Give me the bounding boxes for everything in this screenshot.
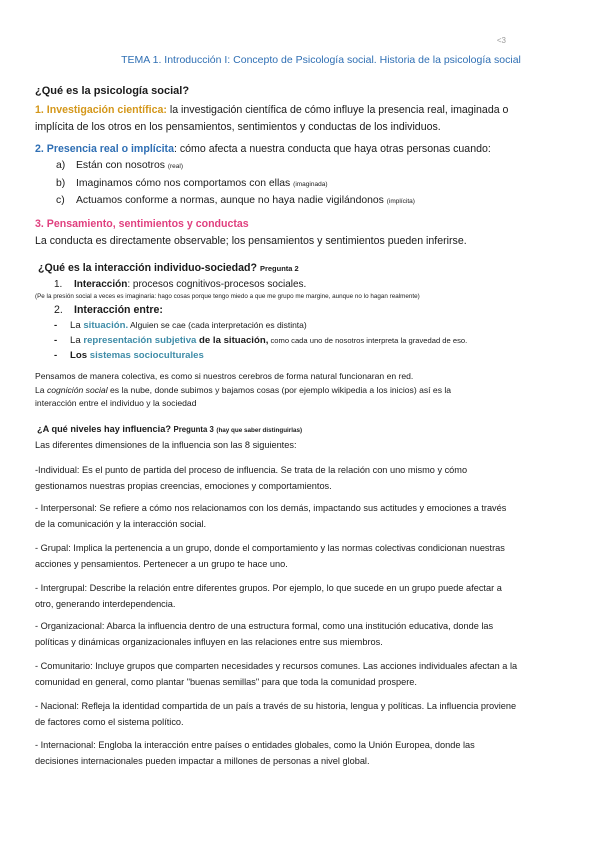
numbered-item-1 — [54, 279, 306, 290]
level-line: gestionamos nuestras propias creencias, emociones y comportamientos. — [35, 481, 332, 491]
sub-text: como cada uno de nosotros interpreta la gravedad de eso. — [268, 336, 468, 345]
list-marker: 2. — [54, 304, 63, 316]
list-marker: a) — [56, 160, 66, 171]
sub-highlight: situación. — [83, 320, 129, 331]
sub-item-situacion — [54, 320, 307, 331]
pressure-note: (Pe la presión social a veces es imaginaria: hago cosas porque tengo miedo a que me grupo me margine, aunque no lo hagan realmente) — [35, 293, 420, 300]
sub-item-sistemas — [54, 350, 204, 361]
levels-intro: Las diferentes dimensiones de la influencia son las 8 siguientes: — [35, 440, 297, 450]
list-note: (implícita) — [386, 198, 415, 205]
heading-interaccion-text: ¿Qué es la interacción individuo-sociedad? — [38, 262, 257, 274]
list-text: : procesos cognitivos-procesos sociales. — [127, 279, 307, 290]
item-1-text-line2: implícita de los otros en los pensamientos, sentimientos y conductas de los individuos. — [35, 121, 441, 133]
level-item — [35, 698, 552, 730]
heading-que-es-psicologia-social: ¿Qué es la psicología social? — [35, 85, 190, 97]
item-1-number: 1. — [35, 104, 47, 116]
sub-text: La — [70, 335, 84, 346]
heading-niveles-text: ¿A qué niveles hay influencia? — [37, 424, 171, 434]
sub-highlight: representación subjetiva — [83, 335, 197, 346]
level-line: de la comunicación y la interacción social. — [35, 519, 207, 529]
numbered-item-2 — [54, 304, 163, 316]
level-item — [35, 580, 552, 612]
item-2 — [35, 141, 552, 158]
item-1-heading: Investigación científica: — [46, 104, 167, 116]
level-line: - Intergrupal: Describe la relación entre diferentes grupos. Por ejemplo, lo que sucede en un grupo puede afectar a — [35, 583, 502, 593]
sub-text: Alguien se cae (cada interpretación es distinta) — [128, 320, 307, 330]
list-marker: 1. — [54, 279, 63, 290]
list-text: Imaginamos cómo nos comportamos con ellas — [76, 178, 294, 189]
level-line: - Organizacional: Abarca la influencia dentro de una estructura formal, como una institución educativa, donde las — [35, 621, 494, 631]
list-marker: c) — [56, 195, 65, 206]
sub-text: La — [70, 320, 84, 331]
list-text: Actuamos conforme a normas, aunque no haya nadie vigilándonos — [76, 195, 387, 206]
question-tag: Pregunta 3 — [173, 425, 214, 434]
dash-marker: - — [54, 350, 58, 361]
level-item — [35, 462, 552, 494]
level-item — [35, 500, 552, 532]
sub-bold: de la situación, — [196, 335, 269, 346]
sub-highlight: sistemas socioculturales — [89, 350, 204, 361]
level-line: - Comunitario: Incluye grupos que comparten necesidades y recursos comunes. Las acciones individuales afectan a la — [35, 661, 518, 671]
dash-marker: - — [54, 335, 58, 346]
level-item — [35, 618, 552, 650]
sub-bold: Los — [70, 350, 90, 361]
heading-niveles — [37, 424, 552, 434]
list-marker: b) — [56, 178, 66, 189]
item-2-text: : cómo afecta a nuestra conducta que haya otras personas cuando: — [173, 143, 491, 155]
level-line: - Internacional: Engloba la interacción entre países o entidades globales, como la Unión Europea, donde las — [35, 740, 475, 750]
para-text: La — [35, 384, 47, 395]
level-item — [35, 737, 552, 769]
level-line: - Nacional: Refleja la identidad compartida de un país a través de su historia, lengua y políticas. La influencia proviene — [35, 701, 517, 711]
paragraph-cognicion — [35, 370, 552, 411]
level-line: - Interpersonal: Se refiere a cómo nos relacionamos con los demás, impactando sus actitudes y emociones a través — [35, 503, 507, 513]
para-line: Pensamos de manera colectiva, es como si nuestros cerebros de forma natural funcionaran en red. — [35, 371, 414, 381]
list-item — [56, 178, 327, 189]
list-bold: Interacción — [74, 279, 128, 290]
item-3 — [35, 216, 552, 250]
level-line: de factores como el sistema político. — [35, 717, 184, 727]
level-item — [35, 540, 552, 572]
list-note: (real) — [167, 163, 184, 170]
list-item — [56, 195, 415, 206]
list-text: Están con nosotros — [76, 160, 168, 171]
item-3-heading: 3. Pensamiento, sentimientos y conductas — [35, 218, 249, 230]
para-line: interacción entre el individuo y la sociedad — [35, 398, 197, 408]
para-italic: cognición social — [46, 384, 108, 395]
level-line: -Individual: Es el punto de partida del proceso de influencia. Se trata de la relación con uno mismo y cómo — [35, 465, 468, 475]
level-line: políticas y dinámicas organizacionales influyen en las relaciones entre sus miembros. — [35, 637, 383, 647]
item-3-text: La conducta es directamente observable; los pensamientos y sentimientos pueden inferirse. — [35, 235, 467, 247]
level-line: decisiones internacionales pueden impactar a millones de personas a nivel global. — [35, 756, 370, 766]
para-text: es la nube, donde subimos y bajamos cosas (por ejemplo wikipedia a los inicios) así es la — [107, 384, 452, 395]
level-line: comunidad en general, como plantar "buenas semillas" para que toda la comunidad prospere. — [35, 677, 417, 687]
level-line: otro, generando interdependencia. — [35, 599, 176, 609]
heading-interaccion — [38, 262, 552, 274]
corner-mark: <3 — [496, 36, 506, 45]
list-bold: Interacción entre: — [74, 304, 163, 316]
list-note: (imaginada) — [293, 181, 328, 188]
level-line: - Grupal: Implica la pertenencia a un grupo, donde el comportamiento y las normas colectivas condicionan nuestras — [35, 543, 505, 553]
list-item — [56, 160, 183, 171]
page-title: TEMA 1. Introducción I: Concepto de Psicología social. Historia de la psicología social — [121, 54, 521, 66]
item-2-heading: 2. Presencia real o implícita — [35, 143, 174, 155]
question-tag: Pregunta 2 — [259, 264, 299, 273]
level-item — [35, 658, 552, 690]
item-1 — [35, 102, 552, 136]
sub-item-representacion — [54, 335, 467, 346]
item-1-text-line1: la investigación científica de cómo influye la presencia real, imaginada o — [166, 104, 509, 116]
dash-marker: - — [54, 320, 58, 331]
level-line: acciones y pensamientos. Pertenecer a un grupo te hace uno. — [35, 559, 288, 569]
question-note: (hay que saber distinguirlas) — [216, 427, 303, 434]
